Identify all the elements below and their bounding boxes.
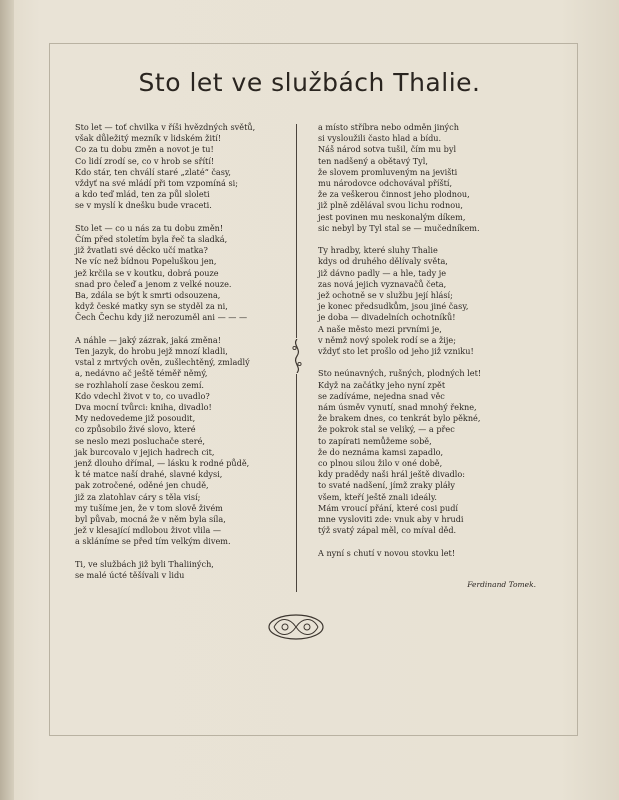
poem-line: Mám vroucí přání, které cosi pudí (318, 502, 459, 513)
stanza (75, 559, 275, 581)
poem-line: Ne víc než bídnou Popeluškou jen, (75, 256, 217, 267)
poem-line: již za zlatohlav cáry s těla visí; (75, 491, 201, 502)
poem-line: Ti, ve službách již byli Thaliiných, (75, 558, 214, 569)
poem-line: jež v klesající mdlobou život vlila — (75, 525, 222, 536)
poem-line: jak burcovalo v jejich hadrech cit, (75, 446, 215, 457)
book-spine-shadow (0, 0, 14, 800)
poem-line: však důležitý mezník v lidském žití! (75, 133, 222, 144)
poem-line: A naše město mezi prvními je, (318, 323, 442, 334)
poem-line: že slovem promluveným na jevišti (318, 166, 458, 177)
stanza (318, 548, 518, 559)
poem-line: vždyť na své mládí při tom vzpomíná si; (75, 178, 238, 189)
poem-line: již plně zdělával svou lichu rodnou, (318, 200, 463, 211)
poem-line: jest povinen mu neskonalým díkem, (318, 211, 466, 222)
poem-line: Kdo stár, ten chválí staré „zlaté“ časy, (75, 166, 232, 177)
poem-line: Ba, zdála se být k smrti odsouzena, (75, 290, 221, 301)
poem-line: A nyní s chutí v novou stovku let! (318, 547, 456, 558)
poem-left-column (75, 122, 275, 592)
poem-line: sic nebyl by Tyl stal se — mučedníkem. (318, 222, 480, 233)
poem-right-column (318, 122, 518, 570)
poem-line: kdys od druhého dělívaly světa, (318, 256, 448, 267)
poem-line: Kdo vdechl život v to, co uvadlo? (75, 390, 210, 401)
stanza (318, 368, 518, 536)
poem-line: Co lidí zrodí se, co v hrob se sřítí! (75, 155, 215, 166)
poem-line: Dva mocní tvůrci: kniha, divadlo! (75, 402, 212, 413)
poem-line: A náhle — jaký zázrak, jaká změna! (75, 334, 221, 345)
poem-line: pak zotročené, oděné jen chudě, (75, 480, 209, 491)
poem-line: a skláníme se před tím velkým divem. (75, 536, 231, 547)
poem-line: týž svatý zápal měl, co míval děd. (318, 525, 457, 536)
poem-line: se zadíváme, nejedna snad věc (318, 390, 445, 401)
poem-line: se neslo mezi posluchače steré, (75, 435, 205, 446)
author-signature: Ferdinand Tomek. (467, 580, 536, 589)
stanza (75, 122, 275, 212)
poem-line: mu národovce odchovával příští, (318, 178, 453, 189)
poem-line: Sto neúnavných, rušných, plodných let! (318, 368, 482, 379)
poem-line: nám úsměv vynutí, snad mnohý řekne, (318, 402, 477, 413)
poem-line: jenž dlouho dřímal, — lásku k rodné půdě, (75, 458, 250, 469)
poem-line: že pokrok stal se veliký, — a přec (318, 424, 455, 435)
poem-line: co způsobilo živé slovo, které (75, 424, 196, 435)
poem-line: co plnou silou žilo v oné době, (318, 458, 443, 469)
poem-line: Když na začátky jeho nyní zpět (318, 379, 446, 390)
stanza (318, 245, 518, 357)
poem-line: je doba — divadelních ochotníků! (318, 312, 456, 323)
poem-line: kdy pradědy naši hrál ještě divadlo: (318, 469, 465, 480)
poem-line: mne vysloviti zde: vnuk aby v hrudi (318, 514, 464, 525)
poem-line: jež ochotně se v službu její hlásí; (318, 290, 453, 301)
divider-ornament-icon (287, 338, 307, 374)
poem-line: Sto let — co u nás za tu dobu změn! (75, 222, 224, 233)
poem-line: že za veškerou činnost jeho plodnou, (318, 189, 470, 200)
poem-line: k té matce naší drahé, slavné kdysi, (75, 469, 223, 480)
poem-line: Náš národ sotva tušil, čím mu byl (318, 144, 457, 155)
poem-line: My nedovedeme již posoudit, (75, 413, 196, 424)
poem-line: již žvatlati své děcko učí matka? (75, 245, 208, 256)
poem-line: že do neznáma kamsi zapadlo, (318, 446, 444, 457)
poem-line: si vysloužili často hlad a bídu. (318, 133, 442, 144)
poem-line: Čech Čechu kdy již nerozuměl ani — — — (75, 312, 248, 323)
poem-line: Sto let — toť chvilka v říši hvězdných světů, (75, 122, 256, 132)
column-divider (296, 124, 298, 592)
poem-line: a místo stříbra nebo odměn jiných (318, 122, 459, 132)
poem-line: snad pro čeleď a jenom z velké nouze. (75, 278, 232, 289)
poem-line: to svaté nadšení, jímž zraky pláły (318, 480, 455, 491)
poem-line: to zapírati nemůžeme sobě, (318, 435, 432, 446)
poem-line: v němž nový spolek rodí se a žije; (318, 334, 456, 345)
poem-line: jež krčila se v koutku, dobrá pouze (75, 267, 219, 278)
poem-line: se malé úcté těšívali v lidu (75, 570, 185, 581)
stanza (75, 335, 275, 548)
poem-line: a kdo teď mlád, ten za půl sloleti (75, 189, 210, 200)
poem-line: Ten jazyk, do hrobu jejž mnozí kladli, (75, 346, 228, 357)
stanza (75, 223, 275, 324)
poem-line: ten nadšený a obětavý Tyl, (318, 155, 428, 166)
poem-line: zas nová jejich vyznavačů četa, (318, 278, 447, 289)
poem-line: Co za tu dobu změn a novot je tu! (75, 144, 214, 155)
poem-line: se v myslí k dnešku bude vraceti. (75, 200, 212, 211)
poem-line: již dávno padly — a hle, tady je (318, 267, 447, 278)
poem-line: je konec předsudkům, jsou jiné časy, (318, 301, 469, 312)
poem-line: byl půvab, mocná že v něm byla síla, (75, 514, 226, 525)
poem-line: Ty hradby, které sluhy Thalie (318, 245, 438, 256)
poem-line: se rozhlaholí zase českou zemí. (75, 379, 205, 390)
poem-line: vstal z mrtvých ověn, zušlechtěný, zmladlý (75, 357, 250, 368)
poem-line: a, nedávno ač ještě téměř němý, (75, 368, 208, 379)
fleuron-ornament-icon (266, 612, 326, 642)
poem-line: že brakem dnes, co tenkrát bylo pěkné, (318, 413, 481, 424)
stanza (318, 122, 518, 234)
poem-line: my tušíme jen, že v tom slově živém (75, 502, 223, 513)
page-title: Sto let ve službách Thalie. (138, 68, 481, 97)
poem-line: když české matky syn se styděl za ni, (75, 301, 228, 312)
poem-line: vždyť sto let prošlo od jeho již vzniku! (318, 346, 474, 357)
poem-line: všem, kteří ještě znali ideály. (318, 491, 437, 502)
poem-line: Čím před stoletím byla řeč ta sladká, (75, 234, 228, 245)
